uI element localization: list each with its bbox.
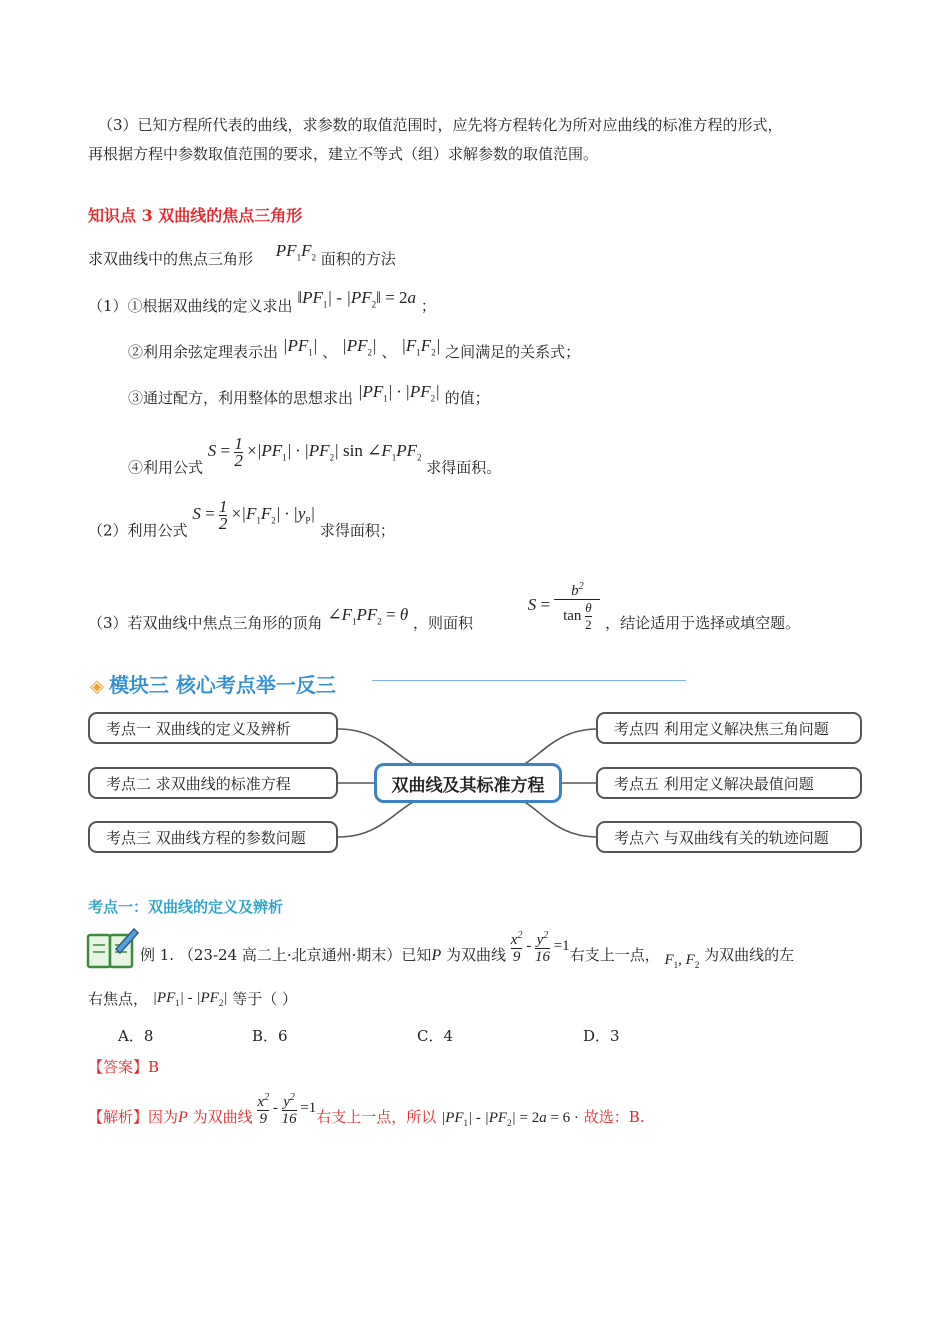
double-chevron-icon: ◈ (90, 676, 104, 697)
option-b[interactable]: B．6 (252, 1027, 288, 1045)
topic-box-5[interactable]: 考点五 利用定义解决最值问题 (596, 767, 862, 799)
option-d[interactable]: D．3 (583, 1027, 620, 1045)
item-2: （2）利用公式 S = $\frac{1}{2}$ $\times|F_1F_2| \cdot |y_P|$ 求得面积； (88, 497, 395, 540)
topic-box-6[interactable]: 考点六 与双曲线有关的轨迹问题 (596, 821, 862, 853)
para-line-2: 再根据方程中参数取值范围的要求，建立不等式（组）求解参数的取值范围。 (88, 145, 599, 163)
module-divider (372, 680, 686, 681)
option-c[interactable]: C．4 (417, 1027, 454, 1045)
topic-box-4[interactable]: 考点四 利用定义解决焦三角问题 (596, 712, 862, 744)
answer-line: 【答案】B (88, 1058, 160, 1076)
item-3: （3）若双曲线中焦点三角形的顶角 $\angle F_1PF_2 = \theta$ ，则面积 S = $b^2$ tan $\frac{\theta}{2}$ ，结论适用于选择或填空题。 (88, 581, 801, 632)
step-4: ④利用公式 S = $\frac{1}{2}$ $\times|PF_1| \cdot |PF_2|$ $\sin \angle F_1PF_2$ 求得面积。 (128, 434, 502, 477)
option-a[interactable]: A．8 (118, 1027, 154, 1045)
topic-box-2[interactable]: 考点二 求双曲线的标准方程 (88, 767, 338, 799)
module-header (90, 669, 336, 698)
step-2: ②利用余弦定理表示出 $|PF_1|$ 、 $|PF_2|$ 、 $|F_1F_2|$ 之间满足的关系式； (128, 336, 581, 361)
book-pencil-icon (86, 925, 140, 971)
analysis-line: 【解析】因为P 为双曲线 $\frac{x^2}{9}$ - $\frac{y^2}{16}$ =1右支上一点，所以 $|PF_1| - |PF_2| = 2a = 6$ · 故选：B. (88, 1092, 645, 1128)
step-3: ③通过配方，利用整体的思想求出 $|PF_1| \cdot |PF_2|$ 的值； (128, 382, 490, 407)
example-section-title: 考点一：双曲线的定义及辨析 (88, 898, 284, 916)
step-1: （1）①根据双曲线的定义求出 $‖PF_1|$ - $|PF_2‖ = 2a$ ； (88, 288, 436, 315)
knowledge-point-title: 知识点 3 双曲线的焦点三角形 (88, 206, 303, 225)
intro-line: 求双曲线中的焦点三角形 $PF_1F_2$ 面积的方法 (88, 241, 396, 268)
para-line-1: （3）已知方程所代表的曲线，求参数的取值范围时，应先将方程转化为所对应曲线的标准方程的形式， (98, 116, 783, 134)
topic-box-1[interactable]: 考点一 双曲线的定义及辨析 (88, 712, 338, 744)
module-title: 模块三 核心考点举一反三 (108, 673, 336, 697)
topic-box-3[interactable]: 考点三 双曲线方程的参数问题 (88, 821, 338, 853)
example-line-1: 例 1. （23-24 高二上·北京通州·期末）已知P 为双曲线 $\frac{x^2}{9}$ - $\frac{y^2}{16}$ =1右支上一点， $F_1$, $F_2$ 为双曲线的左 (140, 930, 795, 970)
example-line-2: 右焦点， $|PF_1| - |PF_2|$ 等于（ ） (88, 990, 298, 1008)
mindmap-center[interactable]: 双曲线及其标准方程 (374, 763, 562, 803)
